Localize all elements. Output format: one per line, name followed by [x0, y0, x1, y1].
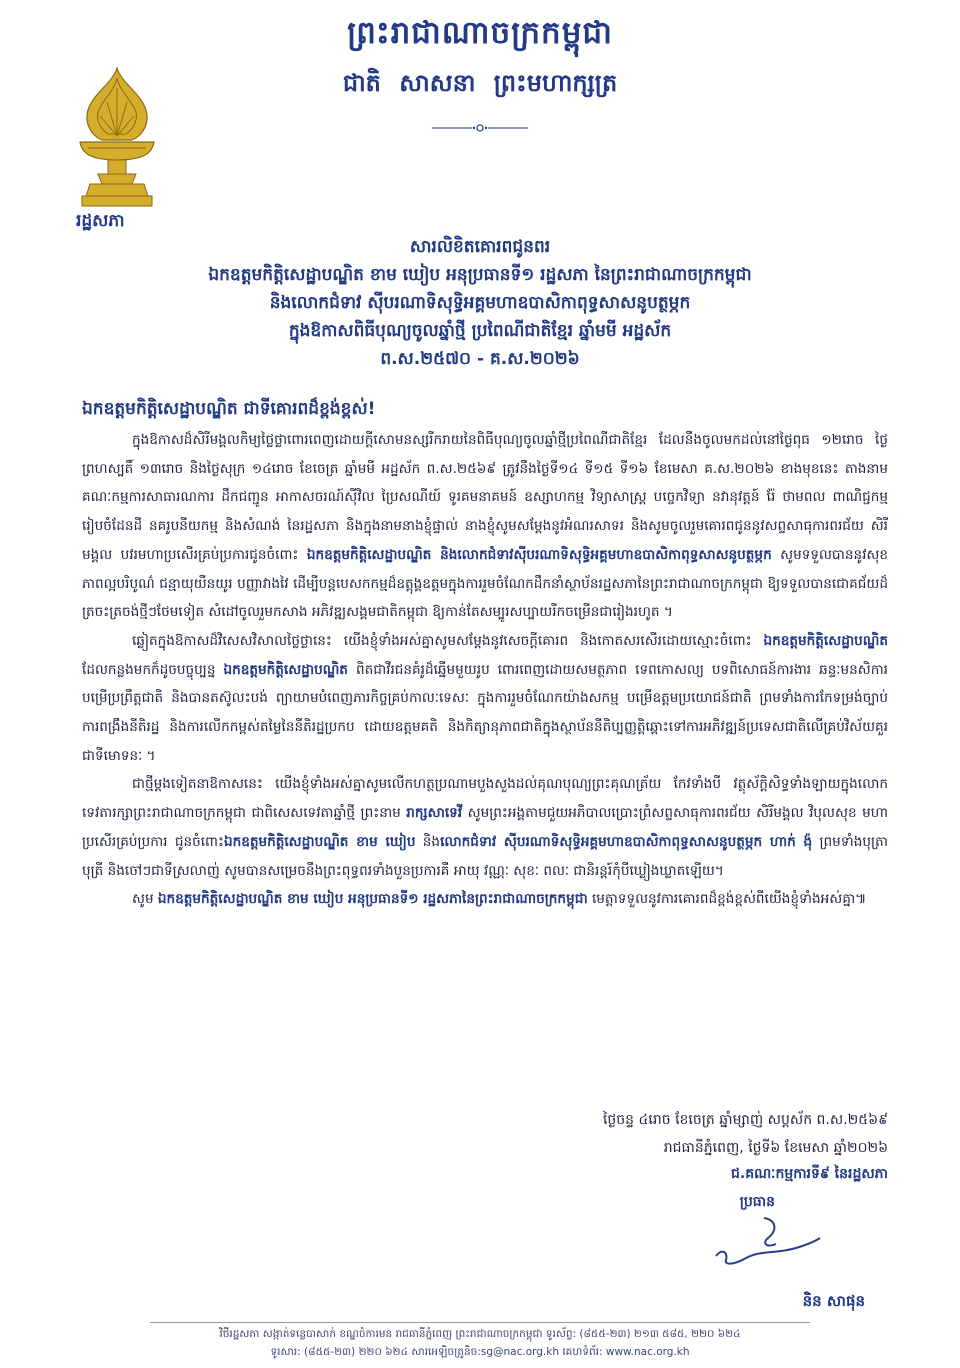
committee-name: ជ.គណៈកម្មការទី៩ នៃរដ្ឋសភា	[731, 1166, 888, 1182]
kingdom-title: ព្រះរាជាណាចក្រកម្ពុជា	[347, 15, 613, 51]
salutation: ឯកឧត្តមកិត្តិសេដ្ឋាបណ្ឌិត ជាទីគោរពដ៏ខ្ពង់ខ្ពស់!	[82, 399, 376, 419]
footer-address: វិថីរដ្ឋសភា សង្កាត់ទន្លេបាសាក់ ខណ្ឌចំការមន រាជធានីភ្នំពេញ ព្រះរាជាណាចក្រកម្ពុជា ទូរស័ព្ទ: (៨៥៥-២៣) ២១៣ ៥៨៥, ២២០ ៦២៤	[219, 1328, 741, 1340]
footer-divider	[150, 1322, 810, 1323]
footer-contact: ទូរសារ: (៨៥៥-២៣) ២២០ ៦២៤ សារអេឡិចត្រូនិច:sg@nac.org.kh គេហទំព័រ: www.nac.org.kh	[270, 1346, 690, 1358]
letter-body	[82, 426, 888, 914]
paragraph: ជាថ្មីម្ដងទៀតនាឱកាសនេះ យើងខ្ញុំទាំងអស់គ្នាសូមលើកហត្ថប្រណាមបួងសួងដល់គុណបុណ្យព្រះគុណត្រ័យ កែវទាំងបី វត្ថុស័ក្តិសិទ្ធទាំងឡាយក្នុងលោក ទេវតារក្សាព្រះរាជាណាចក្រកម្ពុជា ជាពិសេសទេវតាឆ្នាំថ្មី ព្រះនាម រាក្សសាទេវី សូមព្រះអង្គតាមជួយអភិបាលប្រោះព្រំសព្ទសាធុការពរជ័យ សិរីមង្គល វិបុលសុខ មហាប្រសើរគ្រប់ប្រការ ជូនចំពោះឯកឧត្តមកិត្តិសេដ្ឋាបណ្ឌិត ខាម ឃៀប និងលោកជំទាវ ស៊ីបរណាទិសុទ្ធិអគ្គមហាឧបាសិកាពុទ្ធសាសនូបត្ថម្ភក ហាក់ ង៉ុ ព្រមទាំងបុត្រា បុត្រី និងចៅៗជាទីស្រលាញ់ សូមបានសម្រេចនឹងព្រះពុទ្ធពរទាំងបួនប្រការគឺ អាយុ វណ្ណៈ សុខៈ ពលៈ ជានិរន្តរ៍កុំបីឃ្លៀងឃ្លាតឡើយ។	[82, 776, 888, 879]
place-date: រាជធានីភ្នំពេញ, ថ្ងៃទី៦ ខែមេសា ឆ្នាំ២០២៦	[663, 1140, 888, 1156]
lunar-date: ថ្ងៃចន្ទ ៤រោច ខែចេត្រ ឆ្នាំម្សាញ់ សប្តស័ក ព.ស.២៥៦៩	[602, 1112, 888, 1128]
letter-heading-line: ក្នុងឱកាសពិធីបុណ្យចូលឆ្នាំថ្មី ប្រពៃណីជាតិខ្មែរ ឆ្នាំមមី អដ្ឋស័ក	[288, 321, 672, 341]
national-motto: ជាតិ សាសនា ព្រះមហាក្សត្រ	[342, 69, 618, 97]
letter-heading-line: និងលោកជំទាវ ស៊ីបរណាទិសុទ្ធិអគ្គមហាឧបាសិកាពុទ្ធសាសនូបត្ថម្ភក	[269, 293, 691, 313]
ornament-divider-icon	[428, 122, 532, 134]
paragraph: សូម ឯកឧត្តមកិត្តិសេដ្ឋាបណ្ឌិត ខាម ឃៀប អនុប្រធានទី១ រដ្ឋសភានៃព្រះរាជាណាចក្រកម្ពុជា មេត្តាទទួលនូវការគោរពដ៏ខ្ពង់ខ្ពស់ពីយើងខ្ញុំទាំងអស់គ្នា៕	[132, 891, 867, 908]
paragraph: ឆ្លៀតក្នុងឱកាសដ៏វិសេសវិសាលថ្លៃថ្លានេះ យើងខ្ញុំទាំងអស់គ្នាសូមសម្ដែងនូវសេចក្ដីគោរព និងកោតសរសើរដោយស្មោះចំពោះ ឯកឧត្តមកិត្តិសេដ្ឋាបណ្ឌិត ដែលកន្លងមកក៏ដូចបច្ចុប្បន្ន ឯកឧត្តមកិត្តិសេដ្ឋាបណ្ឌិត ពិតជាវីរជនគំរូដ៏ឆ្នើមមួយរូប ពោរពេញដោយសមត្ថភាព ទេពកោសល្យ បទពិសោធន៍ការងារ ឆន្ទៈមនសិការបម្រើប្រព្រឹត្តជាតិ និងបានតស៊ូលះបង់ ព្យាយាមបំពេញភារកិច្ចគ្រប់កាលៈទេសៈ ក្នុងការរួមចំណែកយ៉ាងសកម្ម បម្រើឧត្ដមប្រយោជន៍ជាតិ ព្រមទាំងការកែទម្រង់ច្បាប់ ការពង្រឹងនីតិរដ្ឋ និងការលើកកម្ពស់តម្លៃនៃនីតិរដ្ឋប្រកប ដោយឧត្តមគតិ និងកិត្យានុភាពជាតិក្នុងស្ថាប័ននីតិប្បញ្ញត្តិឆ្ពោះទៅការអភិវឌ្ឍន៍ប្រទេសជាតិលើគ្រប់វិស័យគួរជាទីមោទនៈ ។	[82, 632, 888, 764]
letter-heading-date: ព.ស.២៥៧០ - គ.ស.២០២៦	[380, 349, 580, 369]
paragraph: ក្នុងឱកាសដ៏សិរីមង្គលកិម្យថ្លៃថ្លាពោរពេញដោយក្ដីសោមនស្សរីករាយនៃពិធីបុណ្យចូលឆ្នាំថ្មីប្រពៃណីជាតិខ្មែរ ដែលនឹងចូលមកដល់នៅថ្ងៃពុធ ១២រោច ថ្ងៃព្រហស្បតិ៍ ១៣រោច និងថ្ងៃសុក្រ ១៤រោច ខែចេត្រ ឆ្នាំមមី អដ្ឋស័ក ព.ស.២៥៦៩ ត្រូវនឹងថ្ងៃទី១៤ ទី១៥ ទី១៦ ខែមេសា គ.ស.២០២៦ ខាងមុខនេះ តាងនាមគណៈកម្មការសាធារណការ ដឹកជញ្ជូន អាកាសចរណ៍ស៊ីវិល ប្រៃសណីយ៍ ទូរគមនាគមន៍ ឧស្សាហកម្ម វិទ្យាសាស្ត្រ បច្ចេកវិទ្យា នវានុវត្តន៍ រ៉ែ ថាមពល ពាណិជ្ជកម្ម រៀបចំដែនដី នគរូបនីយកម្ម និងសំណង់ នៃរដ្ឋសភា និងក្នុងនាមនាងខ្ញុំផ្ទាល់ នាងខ្ញុំសូមសម្ដែងនូវអំណរសាទរ និងសូមចូលរួមគោរពជូននូវសព្ទសាធុការពរជ័យ សិរីមង្គល បវរមហាប្រសើរគ្រប់ប្រការជូនចំពោះ ឯកឧត្តមកិត្តិសេដ្ឋាបណ្ឌិត និងលោកជំទាវស៊ីបរណាទិសុទ្ធិអគ្គមហាឧបាសិកាពុទ្ធសាសនូបត្ថម្ភក សូមទទួលបាននូវសុខភាពល្អបរិបូណ៌ ជន្មាយុយឺនយូរ បញ្ញាវាងវៃ ដើម្បីបន្តបេសកកម្មដ៏ឧត្ដុង្គឧត្ដមក្នុងការរួមចំណែកដឹកនាំស្ថាប័នរដ្ឋសភានៃព្រះរាជាណាចក្រកម្ពុជា ឱ្យទទួលបានជោគជ័យដ៏ត្រចះត្រចង់ថ្មីៗថែមទៀត សំដៅចូលរួមកសាង អភិវឌ្ឍសង្គមជាតិកម្ពុជា ឱ្យកាន់តែសម្បូរសប្បាយរីកចម្រើនជារៀងរហូត ។	[82, 432, 889, 621]
letter-heading-line: ឯកឧត្តមកិត្តិសេដ្ឋាបណ្ឌិត ខាម ឃៀប អនុប្រធានទី១ រដ្ឋសភា នៃព្រះរាជាណាចក្រកម្ពុជា	[208, 265, 752, 285]
signature-icon	[706, 1208, 826, 1278]
signer-name: និន សាផុន	[802, 1292, 865, 1310]
national-assembly-emblem-icon	[62, 66, 172, 212]
organization-label: រដ្ឋសភា	[76, 211, 125, 231]
letter-title: សារលិខិតគោរពជូនពរ	[409, 237, 551, 257]
signer-role: ប្រធាន	[739, 1194, 775, 1210]
